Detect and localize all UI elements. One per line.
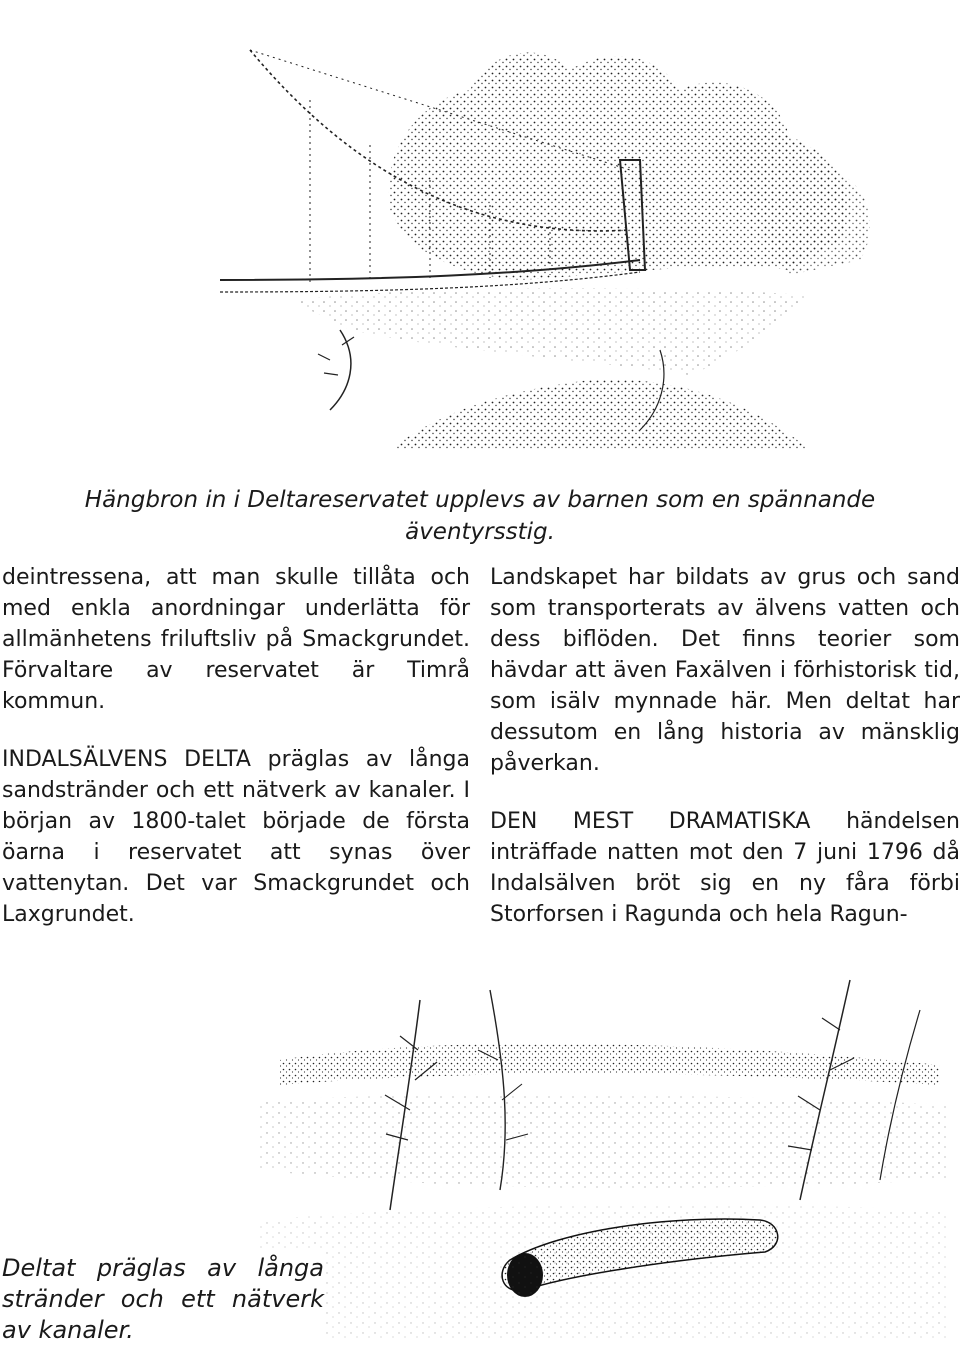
- suspension-bridge-illustration: [190, 30, 890, 470]
- beach: [260, 1205, 950, 1340]
- left-paragraph-2: INDALSÄLVENS DELTA präglas av långa sandstränder och ett nätverk av kanaler. I början av 1800-talet började de första öarna i reservatet att synas över vattenytan. Det var Smackgrundet och Laxgrundet.: [2, 747, 470, 927]
- left-column: [2, 562, 470, 957]
- bridge-drawing: [190, 30, 890, 470]
- right-column: [490, 562, 960, 957]
- water: [260, 1095, 950, 1189]
- riverbank: [290, 288, 810, 450]
- bottom-caption: Deltat präglas av långa stränder och ett nätverk av kanaler.: [2, 1251, 324, 1346]
- riverbank-log-illustration: [240, 960, 960, 1340]
- left-paragraph-1: deintressena, att man skulle tillåta och med enkla anordningar underlätta för allmänhetens friluftsliv på Smackgrundet. Förvaltare av reservatet är Timrå kommun.: [2, 565, 470, 714]
- right-paragraph-1: Landskapet har bildats av grus och sand som transporterats av älvens vatten och dess biflöden. Det finns teorier som hävdar att även Faxälven i förhistorisk tid, som isälv mynnade här. Men deltat har dessutom en lång historia av mänsklig påverkan.: [490, 565, 960, 776]
- right-paragraph-2: DEN MEST DRAMATISKA händelsen inträffade natten mot den 7 juni 1796 då Indalsälven bröt sig en ny fåra förbi Storforsen i Ragunda och hela Ragun-: [490, 809, 960, 927]
- tree-canopy: [388, 53, 870, 280]
- top-caption: Hängbron in i Deltareservatet upplevs av barnen som en spännande äventyrsstig.: [84, 487, 876, 545]
- riverbank-drawing: [240, 960, 960, 1340]
